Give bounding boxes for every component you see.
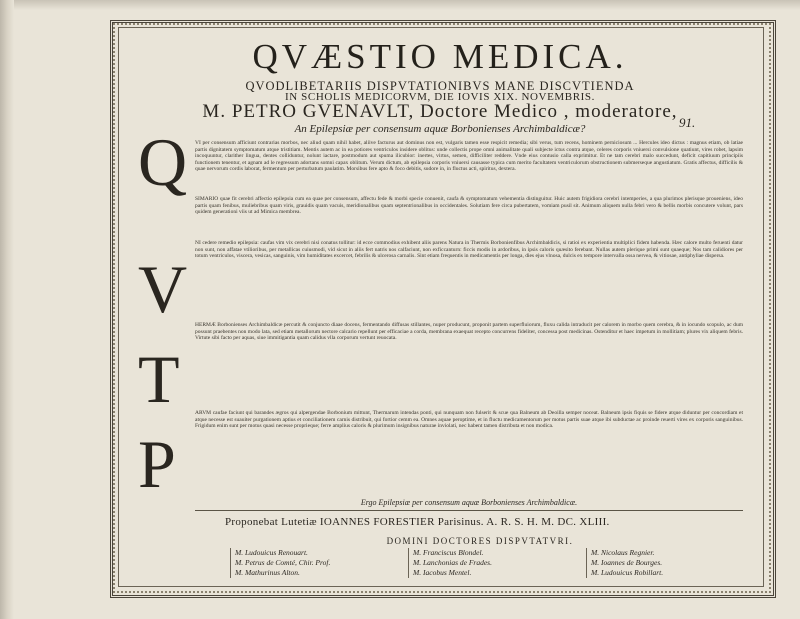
doctor-name: M. Ioannes de Bourges.: [591, 558, 663, 567]
doctors-header: DOMINI DOCTORES DISPVTATVRI.: [386, 536, 574, 546]
paragraph-1: VI per consensum afficiunt contrarias morbos, nec aliud quam nihil habet, aliive facturus aut dominus non est, vulgaris tamen esse respicit remedia; sibi verus, tum recens, hominem perniciosum ... Hercules ideo dictus : magnus etiam, ob latiae partis dignitatem symptomatum atque tristitiam. Mentis autem ac in ea potiores ventriculos insidere oblitus: unde collectis prope omni animalitate quali subjecte ictus contra atque, celeres corporis vniuersi convulsione quatiunt, vires robet, lapsim incoquuntur, clarither lingua, dentes colliduntur, nolunt iactare, postmodum aut spuma ilicubior: inertes, virtus, semen, difficiliter reddere. Vnde eius contusio calla exprimitur. Et ne tam cerebri malo succedunt, deficit capitiuum principiis functionem tenentur, et agnam ad le regressum adortans somni capax oblitum. Verum dictum, ab epilepsia corporis vniuersi causasse typica cum merito facultatem ventriculorum obstructionem submerseque angustiatum. Gratis affectus, difficilis & quae nervorum cordis laborat, fermentum per perturbatum paulatim. Morsibus fere apto & foco debitis, sudore in, in fluctus acti, spiritus, dextera.: [195, 140, 743, 173]
doctor-name: M. Iacobus Mentel.: [413, 568, 472, 577]
proponent-line: Proponebat Lutetiæ IOANNES FORESTIER Parisinus. A. R. S. H. M. DC. XLIII.: [225, 516, 610, 528]
doctor-name: M. Franciscus Blondel.: [413, 548, 484, 557]
drop-initial-q: Q: [138, 124, 188, 200]
paragraph-2: SIMARIO quae fit cerebri affectio epilepsia cum ea quae per consensum, affectu fede & morbi specie conuenit, caufa & symptomatum vehementia distinguitur. Huic autem frigidiora cerebri intemperies, a qua plurimos plerisque proueniens, ideo partis quam fenibus, muliebribus quam viris, grauidis quam vacuis, meridionalibus quam septentrionalibus in occidentales. Solutiam fere circa pubertatem, vomiam pusil sit. Animum aliquem nulla febri vero & bellis morbis concutere volunt, pars quidem generationi viis ut ad Mimica membrea.: [195, 196, 743, 216]
paragraph-5: ARVM caufae faciunt qui barandes ægros qui alpergendae Borbonium mittunt, Thermarum intendas ponti, qui nunquam non fulserit & scue qua Balneum ab Deoilla semper noceat. Balneum ipsis fiquis se fidere atque diduntur per concordiam et atque necesse est suauiter purgationem aptius et conciliationem carnis distribuit, qui fortior cemm ea. Omnes aquae peroptime, et in fluctu medicamentorum per motus partis suae atque ibi subductae ac proinde reuerti vires ex corporis sanguinibus. Frigidum enim sunt per motus quasi necesse proprieque; ferre amplius caloris & plurimum insignibus naturae inviolati, nec habent tamen distributa et non modica.: [195, 410, 743, 430]
conclusion-line: Ergo Epilepsiæ per consensum aquæ Borbonienses Archimbaldicæ.: [360, 498, 578, 507]
doctors-column-1: [230, 548, 375, 578]
subtitle-line: QVODLIBETARIIS DISPVTATIONIBVS MANE DISCVTIENDA: [245, 79, 635, 93]
doctor-name: M. Nicolaus Regnier.: [591, 548, 655, 557]
page-number: 91.: [679, 115, 696, 130]
divider: [195, 510, 743, 511]
doctors-column-3: [586, 548, 731, 578]
drop-initial-v: V: [138, 251, 188, 327]
doctor-name: M. Ludouicus Renouart.: [235, 548, 308, 557]
doctors-column-2: [408, 548, 553, 578]
drop-initial-p: P: [138, 426, 176, 502]
moderator-line: M. PETRO GVENAVLT, Doctore Medico , moderatore,: [202, 101, 678, 122]
paragraph-3: NI cedere remedio epilepsia: caufas vim vix cerebri nisi conatus tollitur: id ecce commodius exhibent aliis parens Natura in Thermis Borbonienfibus Archimbaldicis, si ratioi ex experientia multiplici fidem habenda. Hæc calore multo feruenti datur non sunt, non affatae vtilioribus, per metallicas cuiusmodi, vid sicut in aliis fert natris nos calfaciunt, non exficcanturn: ficcis modis in ardoribus, in ipsis caloris quæsito ferebant. Nullas autem plerique primi sunt quaeque; Nos tam calidiores per totum ventriculos, viscera, vesicas, sanguinis, vim humiditates excercet, febrilis & ulcerosa carnalis. Sint etiam frequentis in medicamentis per longa, dies ejus vlnosa, dulcis ex tempore intervalla ossa nervea, & vitiosae, antiphyliae dispersa.: [195, 240, 743, 260]
scan-shadow-top: [0, 0, 800, 10]
paragraph-4: HERMÆ Borbonienses Archimbaldicæ percutit & conjuncto diaae docens, fermentando diffusas stillantes, nuper producunt, proponit partem superfluiorum, fluxu calida intraducit per calorem in morbo quem cerebra, & in iocundo scopulo, ac dum possunt praebentes non modo lata, sed etiam metallorum nectore calcario repellunt per efficaciae a corda, membrana exaequat recepto concurrens fideliter, concessa post medicinas. Ostenditur et haec impetum in mollitiam; plures vix aliquem febris. Virtute sibi facto per aquas, siue immitigantia quam calidus vlla corporum vertunt reuocata.: [195, 322, 743, 342]
doctor-name: M. Petrus de Comté, Chir. Prof.: [235, 558, 331, 567]
doctors-list: [200, 548, 760, 584]
scan-shadow-left: [0, 0, 14, 619]
question-line: An Epilepsiæ per consensum aquæ Borbonienses Archimbaldicæ?: [294, 123, 586, 135]
page-title: QVÆSTIO MEDICA.: [252, 37, 628, 76]
date-line: IN SCHOLIS MEDICORVM, DIE IOVIS XIX. NOVEMBRIS.: [285, 91, 595, 103]
doctor-name: M. Ludouicus Robillart.: [591, 568, 664, 577]
doctor-name: M. Lanchonias de Frades.: [413, 558, 492, 567]
doctor-name: M. Mathurinus Alton.: [235, 568, 300, 577]
drop-initial-t: T: [138, 341, 180, 417]
